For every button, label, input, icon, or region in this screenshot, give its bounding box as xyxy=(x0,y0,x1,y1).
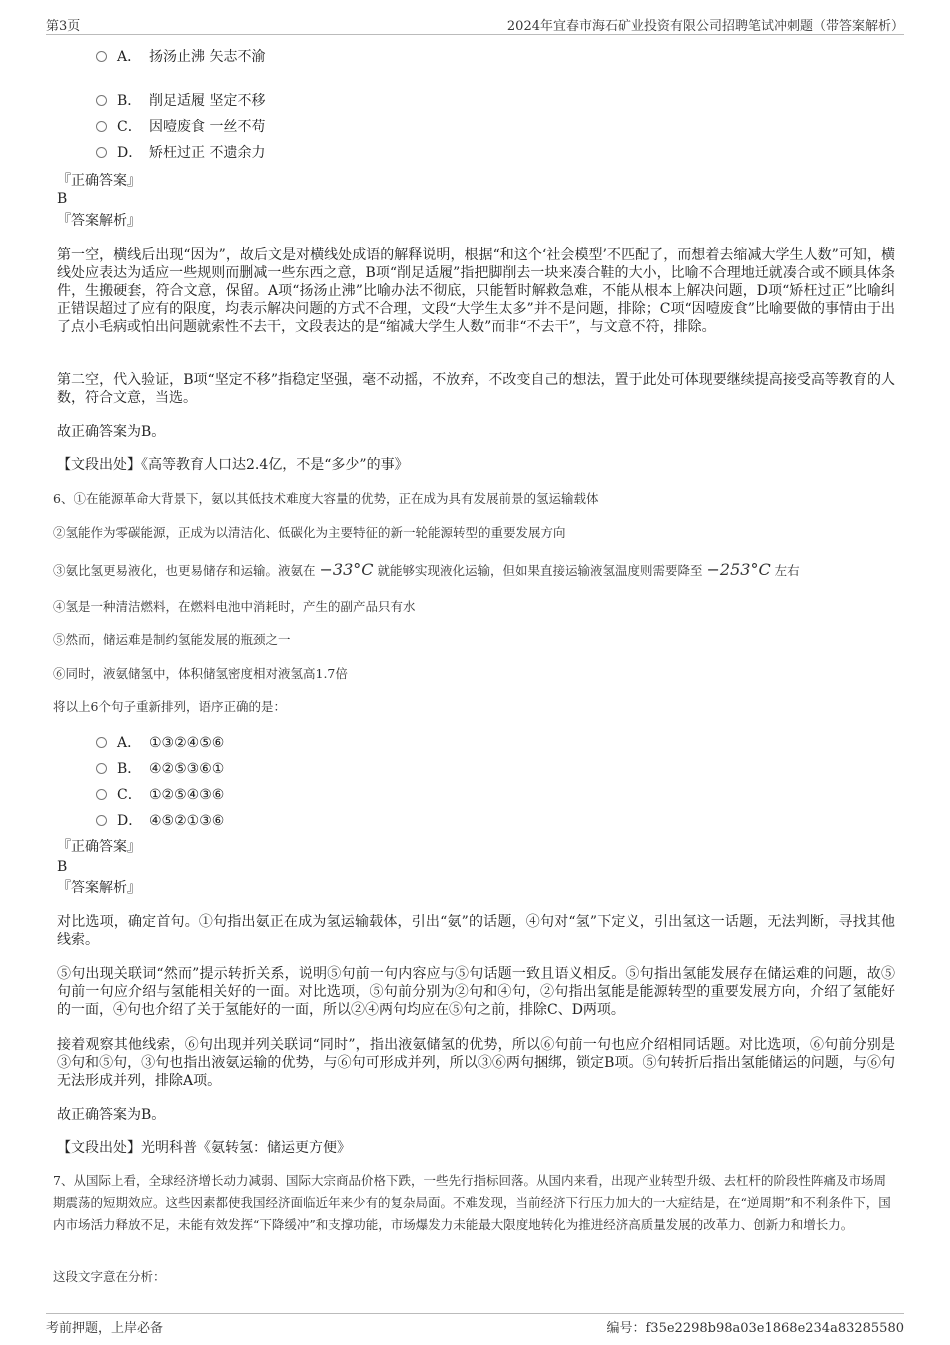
q6-option-d[interactable]: D． ④⑤②①③⑥ xyxy=(96,811,224,831)
q6-answer: B xyxy=(57,859,68,875)
document-title: 2024年宜春市海石矿业投资有限公司招聘笔试冲刺题（带答案解析） xyxy=(506,19,904,34)
temperature-value: −253°C xyxy=(706,560,771,579)
q5-source: 【文段出处】《高等教育人口达2.4亿，不是“多少”的事》 xyxy=(57,457,409,473)
q6-sentence: ③氨比氢更易液化，也更易储存和运输。液氨在 −33°C 就能够实现液化运输，但如果直接运输液氢温度则需要降至 −253°C 左右 xyxy=(53,560,800,579)
radio-icon[interactable] xyxy=(96,789,107,800)
q6-analysis-paragraph: 接着观察其他线索，⑥句出现并列关联词“同时”，指出液氨储氢的优势，所以⑥句前一句也应介绍相同话题。对比选项，⑥句前分别是③句和⑤句，③句也指出液氨运输的优势，与⑥句可形成并列，所以③⑥两句捆绑，锁定B项。⑤句转折后指出氢能储运的问题，与⑥句无法形成并列，排除A项。 xyxy=(57,1037,895,1089)
q6-sentence: ⑥同时，液氨储氢中，体积储氢密度相对液氢高1.7倍 xyxy=(53,666,348,681)
q6-option-a[interactable]: A． ①③②④⑤⑥ xyxy=(96,733,224,753)
q5-analysis-paragraph: 第二空，代入验证，B项“坚定不移”指稳定坚强，毫不动摇，不放弃，不改变自己的想法，置于此处可体现要继续提高接受高等教育的人数，符合文意，当选。 xyxy=(57,372,895,406)
page-number: 第3页 xyxy=(46,19,81,34)
q6-sentence: ④氢是一种清洁燃料，在燃料电池中消耗时，产生的副产品只有水 xyxy=(53,599,416,614)
q6-option-c[interactable]: C． ①②⑤④③⑥ xyxy=(96,785,224,805)
q6-analysis-paragraph: ⑤句出现关联词“然而”提示转折关系，说明⑤句前一句内容应与⑤句话题一致且语义相反。⑤句指出氢能发展存在储运难的问题，故⑤句前一句应介绍与氢能相关好的一面。对比选项，⑤句前分别为②句和④句，②句指出氢能是能源转型的重要发展方向，介绍了氢能好的一面，④句也介绍了关于氢能好的一面，所以②④两句均应在⑤句之前，排除C、D两项。 xyxy=(57,966,895,1018)
radio-icon[interactable] xyxy=(96,51,107,62)
page-footer xyxy=(46,1313,904,1336)
q6-stem: 6、①在能源革命大背景下，氨以其低技术难度大容量的优势，正在成为具有发展前景的氢运输载体 xyxy=(53,491,599,506)
q6-sentence: ⑤然而，储运难是制约氢能发展的瓶颈之一 xyxy=(53,632,291,647)
q6-conclusion: 故正确答案为B。 xyxy=(57,1107,166,1123)
q5-option-b[interactable]: B． 削足适履 坚定不移 xyxy=(96,91,265,111)
q7-stem: 7、从国际上看，全球经济增长动力减弱、国际大宗商品价格下跌，一些先行指标回落。从国内来看，出现产业转型升级、去杠杆的阶段性阵痛及市场周期震荡的短期效应。这些因素都使我国经济面临近年来少有的复杂局面。不难发现，当前经济下行压力加大的一大症结是，在“逆周期”和不利条件下，国内市场活力释放不足，未能有效发挥“下降缓冲”和支撑功能，市场爆发力未能最大限度地转化为推进经济高质量发展的改革力、创新力和增长力。 xyxy=(53,1173,891,1232)
footer-slogan: 考前押题，上岸必备 xyxy=(46,1321,164,1336)
q5-option-c[interactable]: C． 因噎废食 一丝不苟 xyxy=(96,117,265,137)
q5-conclusion: 故正确答案为B。 xyxy=(57,424,166,440)
temperature-value: −33°C xyxy=(319,560,374,579)
q5-analysis-label: 『答案解析』 xyxy=(57,213,141,229)
radio-icon[interactable] xyxy=(96,95,107,106)
q6-prompt: 将以上6个句子重新排列，语序正确的是： xyxy=(53,699,286,714)
q5-analysis-paragraph: 第一空，横线后出现“因为”，故后文是对横线处成语的解释说明，根据“和这个‘社会模型’不匹配了，而想着去缩减大学生人数”可知，横线处应表达为适应一些规则而删减一些东西之意，B项“削足适履”指把脚削去一块来凑合鞋的大小，比喻不合理地迁就凑合或不顾具体条件，生搬硬套，符合文意，保留。A项“扬汤止沸”比喻办法不彻底，只能暂时解救急难，不能从根本上解决问题，D项“矫枉过正”比喻纠正错误超过了应有的限度，均表示解决问题的方式不合理，文段“大学生太多”并不是问题，排除；C项“因噎废食”比喻要做的事情由于出了点小毛病或怕出问题就索性不去干，文段表达的是“缩减大学生人数”而非“不去干”，与文意不符，排除。 xyxy=(57,247,895,335)
q6-sentence: ②氢能作为零碳能源，正成为以清洁化、低碳化为主要特征的新一轮能源转型的重要发展方向 xyxy=(53,525,566,540)
q6-analysis-label: 『答案解析』 xyxy=(57,880,141,896)
q6-source: 【文段出处】光明科普《氨转氢：储运更方便》 xyxy=(57,1140,351,1156)
q5-option-a[interactable]: A． 扬汤止沸 矢志不渝 xyxy=(96,47,265,67)
radio-icon[interactable] xyxy=(96,737,107,748)
radio-icon[interactable] xyxy=(96,121,107,132)
document-id: 编号：f35e2298b98a03e1868e234a83285580 xyxy=(606,1321,904,1336)
radio-icon[interactable] xyxy=(96,763,107,774)
q6-analysis-paragraph: 对比选项，确定首句。①句指出氨正在成为氢运输载体，引出“氨”的话题，④句对“氢”下定义，引出氢这一话题，无法判断，寻找其他线索。 xyxy=(57,914,895,948)
radio-icon[interactable] xyxy=(96,815,107,826)
q5-answer-label: 『正确答案』 xyxy=(57,173,141,189)
q6-option-b[interactable]: B． ④②⑤③⑥① xyxy=(96,759,224,779)
q5-answer: B xyxy=(57,191,68,207)
q5-option-d[interactable]: D． 矫枉过正 不遗余力 xyxy=(96,143,265,163)
page-header xyxy=(46,12,904,35)
q7-prompt: 这段文字意在分析： xyxy=(53,1269,166,1284)
radio-icon[interactable] xyxy=(96,147,107,158)
q6-answer-label: 『正确答案』 xyxy=(57,839,141,855)
